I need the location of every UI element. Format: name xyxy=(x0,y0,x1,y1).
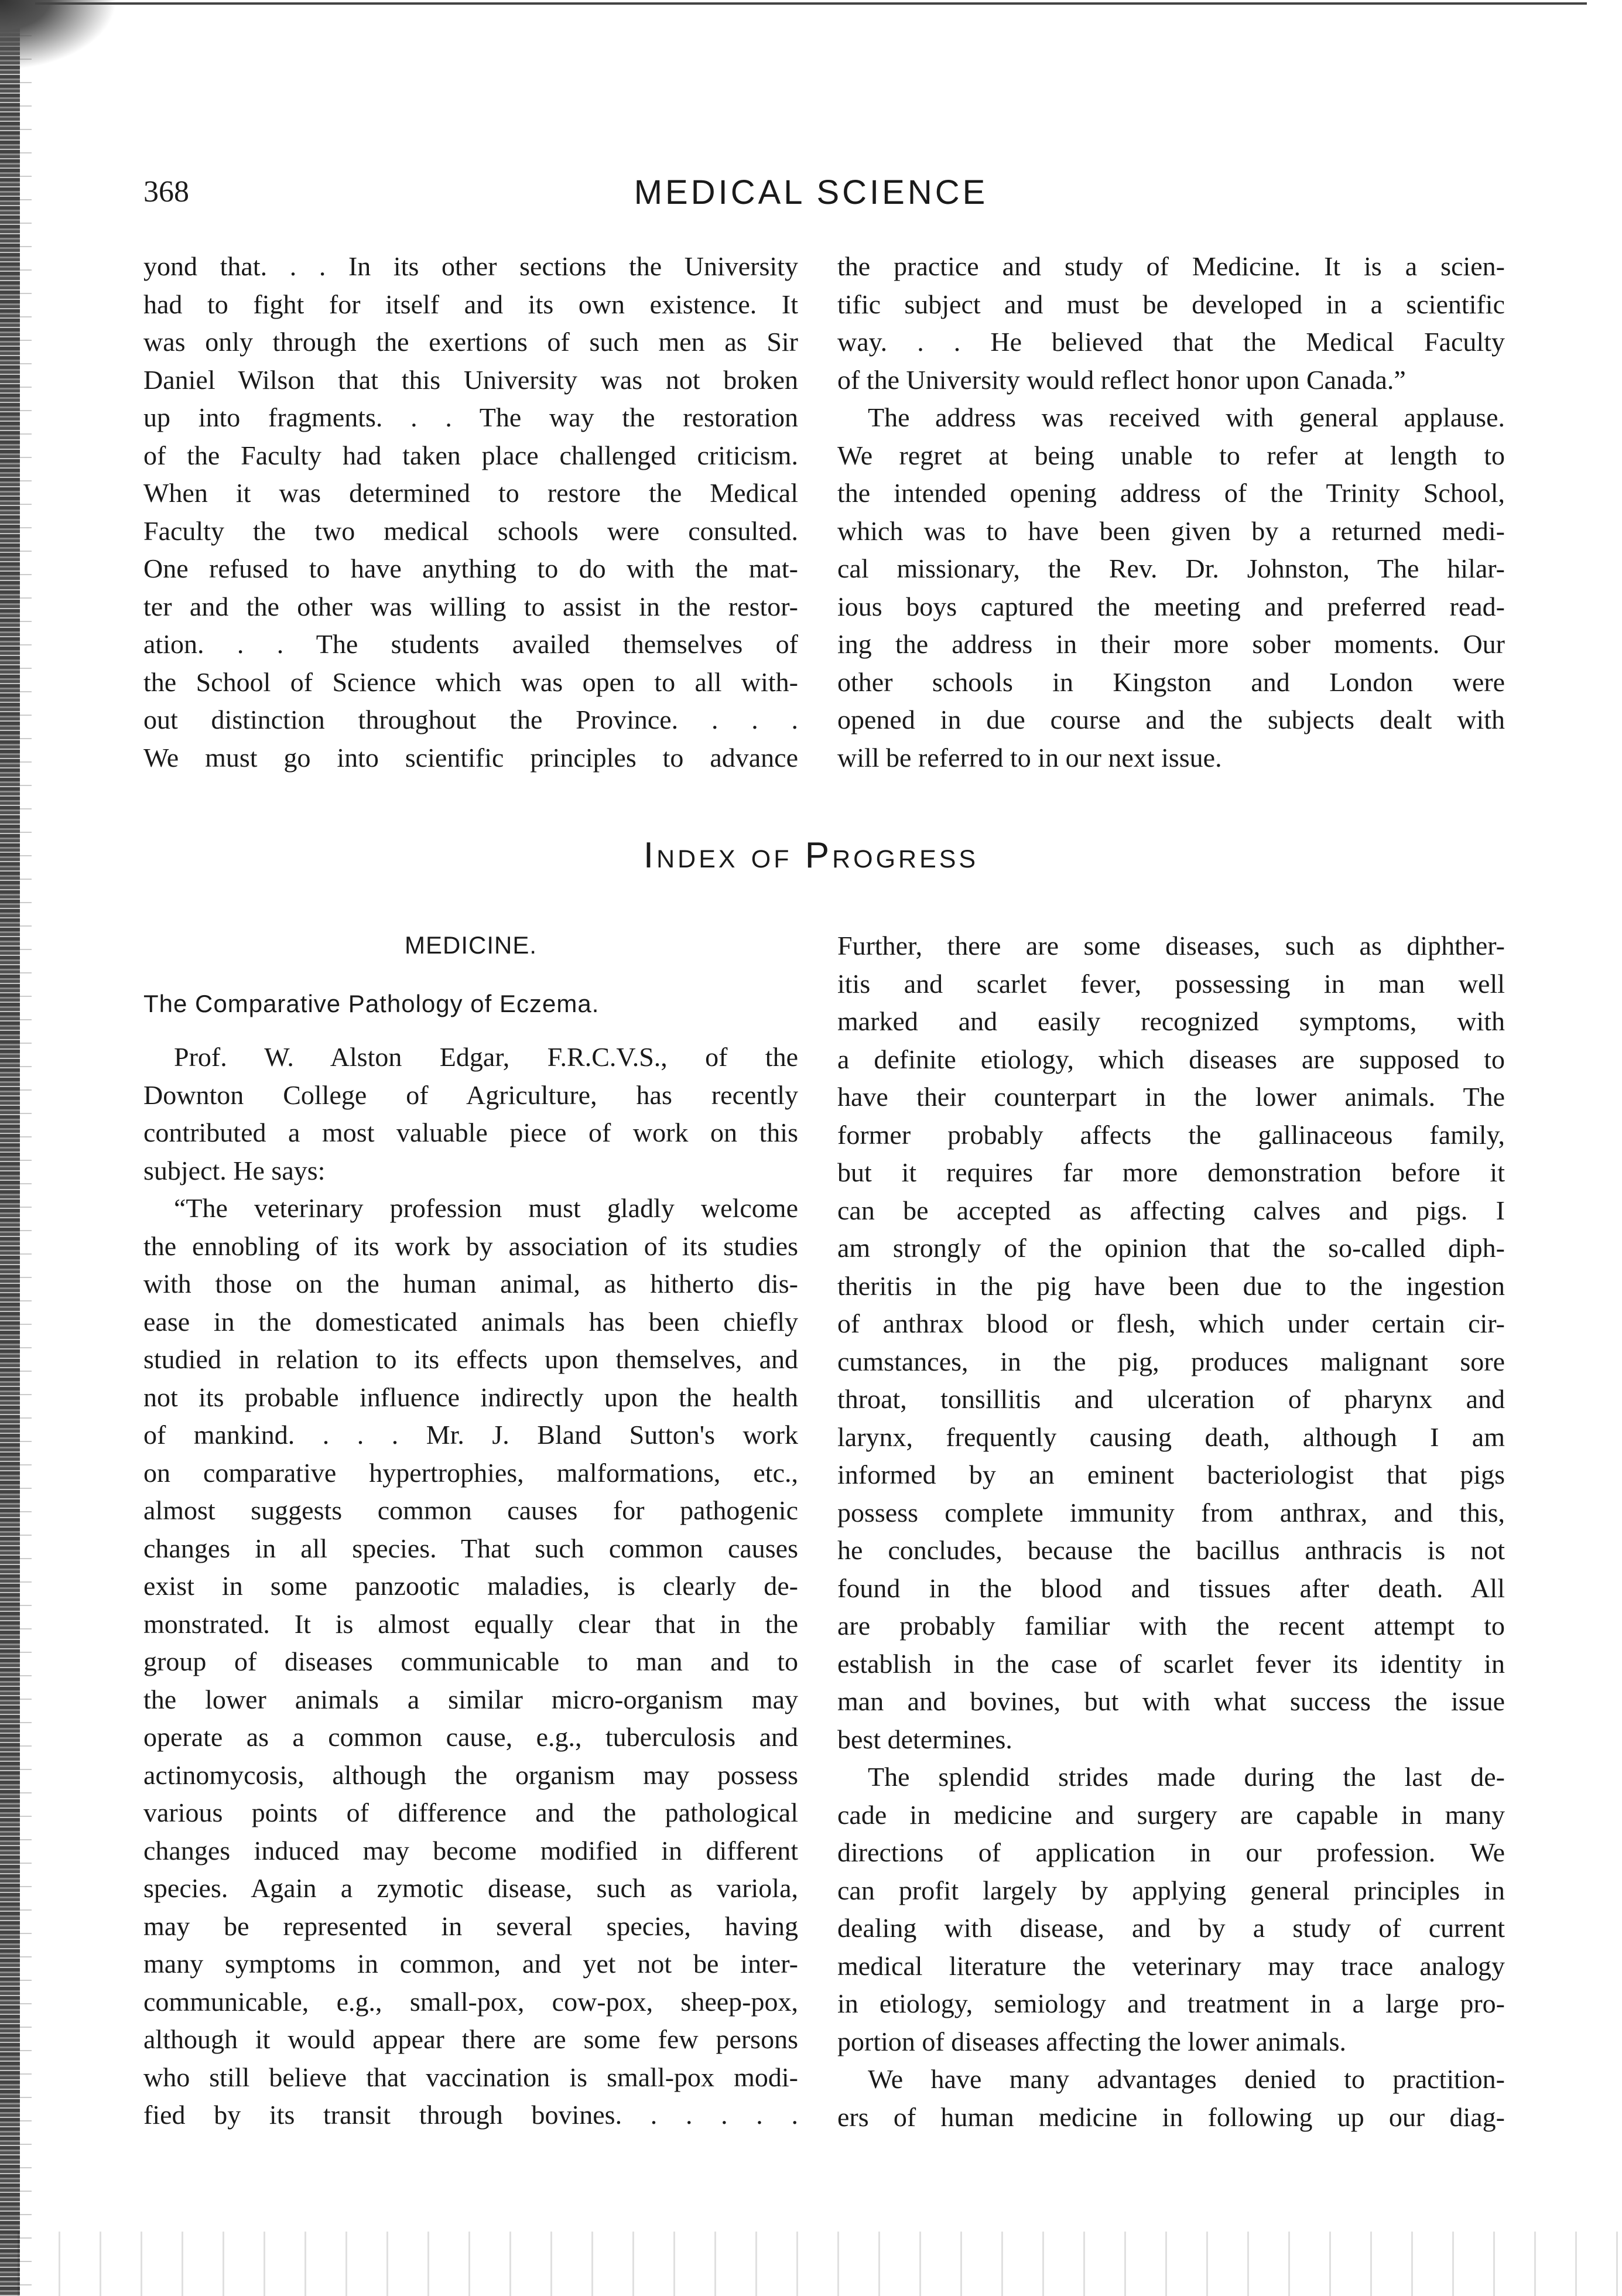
text-line: am strongly of the opinion that the so-called diph- xyxy=(837,1233,1505,1263)
text-line: will be referred to in our next issue. xyxy=(837,742,1222,773)
text-line: cade in medicine and surgery are capable in many xyxy=(837,1799,1505,1830)
text-line: fied by its transit through bovines. . . . . . xyxy=(143,2100,798,2130)
text-line: ing the address in their more sober moments. Our xyxy=(837,629,1505,659)
text-line: a definite etiology, which diseases are supposed to xyxy=(837,1044,1505,1074)
text-line: actinomycosis, although the organism may possess xyxy=(143,1759,798,1790)
scan-binding-shadow xyxy=(20,0,32,2296)
text-line: changes in all species. That such common causes xyxy=(143,1533,798,1563)
text-line: of mankind. . . . Mr. J. Bland Sutton's work xyxy=(143,1420,798,1450)
paragraph xyxy=(837,399,1505,777)
text-line: although it would appear there are some few persons xyxy=(143,2024,798,2054)
text-line: of the University would reflect honor upon Canada.” xyxy=(837,364,1406,395)
text-line: changes induced may become modified in different xyxy=(143,1835,798,1866)
text-line: The splendid strides made during the last de- xyxy=(868,1762,1505,1792)
text-line: We regret at being unable to refer at length to xyxy=(837,440,1505,470)
text-line: found in the blood and tissues after death. All xyxy=(837,1573,1505,1603)
text-line: Faculty the two medical schools were consulted. xyxy=(143,515,798,546)
paragraph xyxy=(837,1758,1505,2061)
column-bottom-left xyxy=(143,1038,798,2134)
scan-binding-edge xyxy=(0,0,20,2296)
text-line: directions of application in our profession. We xyxy=(837,1837,1505,1867)
text-line: ious boys captured the meeting and preferred read- xyxy=(837,591,1505,621)
text-line: of the Faculty had taken place challenged criticism. xyxy=(143,440,798,470)
text-line: species. Again a zymotic disease, such as variola, xyxy=(143,1873,798,1903)
running-title: MEDICAL SCIENCE xyxy=(634,173,988,211)
scan-bottom-noise xyxy=(0,2232,1622,2296)
text-line: communicable, e.g., small-pox, cow-pox, sheep-pox, xyxy=(143,1986,798,2017)
text-line: portion of diseases affecting the lower animals. xyxy=(837,2026,1347,2056)
paragraph xyxy=(837,2061,1505,2136)
text-line: Downton College of Agriculture, has recently xyxy=(143,1079,798,1110)
text-line: opened in due course and the subjects dealt with xyxy=(837,705,1505,734)
text-line: the ennobling of its work by association of its studies xyxy=(143,1231,798,1261)
text-line: many symptoms in common, and yet not be inter- xyxy=(143,1949,798,1979)
text-line: the intended opening address of the Trinity School, xyxy=(837,478,1505,508)
text-line: but it requires far more demonstration before it xyxy=(837,1157,1505,1187)
page-number: 368 xyxy=(143,175,189,209)
paragraph xyxy=(837,248,1505,399)
text-line: informed by an eminent bacteriologist that pigs xyxy=(837,1460,1505,1489)
text-line: had to fight for itself and its own existence. It xyxy=(143,289,798,319)
text-line: on comparative hypertrophies, malformations, etc., xyxy=(143,1457,798,1488)
text-line: almost suggests common causes for pathogenic xyxy=(143,1495,798,1525)
text-line: not its probable influence indirectly upon the health xyxy=(143,1382,798,1412)
text-line: best determines. xyxy=(837,1724,1012,1754)
paragraph xyxy=(837,927,1505,1758)
column-top-left xyxy=(143,248,798,777)
text-line: out distinction throughout the Province. . . . xyxy=(143,705,798,734)
scan-corner-smudge xyxy=(0,0,117,70)
text-line: way. . . He believed that the Medical Faculty xyxy=(837,327,1505,357)
text-line: various points of difference and the pathological xyxy=(143,1798,798,1827)
scan-top-border xyxy=(35,2,1587,5)
text-line: studied in relation to its effects upon themselves, and xyxy=(143,1344,798,1374)
text-line: up into fragments. . . The way the restoration xyxy=(143,402,798,432)
text-line: of anthrax blood or flesh, which under certain cir- xyxy=(837,1308,1505,1338)
text-line: ease in the domesticated animals has been chiefly xyxy=(143,1306,798,1337)
text-line: ation. . . The students availed themselves of xyxy=(143,629,798,659)
text-line: dealing with disease, and by a study of current xyxy=(837,1913,1505,1943)
text-line: tific subject and must be developed in a scientific xyxy=(837,289,1505,319)
text-line: Prof. W. Alston Edgar, F.R.C.V.S., of the xyxy=(174,1042,798,1072)
text-line: The address was received with general applause. xyxy=(868,402,1505,432)
text-line: group of diseases communicable to man and to xyxy=(143,1646,798,1676)
article-title: The Comparative Pathology of Eczema. xyxy=(143,990,600,1017)
text-line: with those on the human animal, as hitherto dis- xyxy=(143,1269,798,1299)
text-line: Further, there are some diseases, such as diphther- xyxy=(837,931,1505,961)
paragraph xyxy=(143,1038,798,1190)
text-line: We have many advantages denied to practition- xyxy=(868,2064,1505,2094)
text-line: medical literature the veterinary may trace analogy xyxy=(837,1950,1505,1981)
text-line: may be represented in several species, having xyxy=(143,1911,798,1941)
text-line: subject. He says: xyxy=(143,1155,326,1185)
text-line: possess complete immunity from anthrax, and this, xyxy=(837,1497,1505,1528)
column-top-right xyxy=(837,248,1505,777)
section-title: Index of Progress xyxy=(643,835,979,876)
text-line: When it was determined to restore the Medical xyxy=(143,478,798,508)
text-line: was only through the exertions of such men as Sir xyxy=(143,327,798,357)
text-line: exist in some panzootic maladies, is clearly de- xyxy=(143,1571,798,1601)
text-line: itis and scarlet fever, possessing in man well xyxy=(837,968,1505,999)
text-line: yond that. . . In its other sections the University xyxy=(143,251,798,281)
text-line: throat, tonsillitis and ulceration of pharynx and xyxy=(837,1384,1505,1414)
text-line: ers of human medicine in following up our diag- xyxy=(837,2102,1505,2132)
text-line: can profit largely by applying general principles in xyxy=(837,1875,1505,1905)
text-line: other schools in Kingston and London were xyxy=(837,667,1505,697)
text-line: the School of Science which was open to all with- xyxy=(143,667,798,697)
text-line: cal missionary, the Rev. Dr. Johnston, The hilar- xyxy=(837,554,1505,583)
text-line: the lower animals a similar micro-organism may xyxy=(143,1684,798,1714)
text-line: cumstances, in the pig, produces malignant sore xyxy=(837,1346,1505,1376)
text-line: We must go into scientific principles to advance xyxy=(143,742,798,773)
text-line: One refused to have anything to do with the mat- xyxy=(143,554,798,583)
text-line: theritis in the pig have been due to the ingestion xyxy=(837,1270,1505,1301)
text-line: Daniel Wilson that this University was not broken xyxy=(143,364,798,395)
text-line: can be accepted as affecting calves and pigs. I xyxy=(837,1195,1505,1225)
text-line: establish in the case of scarlet fever its identity in xyxy=(837,1648,1505,1679)
text-line: ter and the other was willing to assist in the restor- xyxy=(143,591,798,621)
text-line: man and bovines, but with what success the issue xyxy=(837,1686,1505,1716)
text-line: he concludes, because the bacillus anthracis is not xyxy=(837,1535,1505,1565)
column-bottom-right xyxy=(837,927,1505,2136)
text-line: former probably affects the gallinaceous family, xyxy=(837,1119,1505,1150)
text-line: operate as a common cause, e.g., tuberculosis and xyxy=(143,1722,798,1752)
text-line: have their counterpart in the lower animals. The xyxy=(837,1082,1505,1112)
text-line: marked and easily recognized symptoms, with xyxy=(837,1006,1505,1036)
text-line: larynx, frequently causing death, although I am xyxy=(837,1422,1505,1452)
text-line: monstrated. It is almost equally clear that in the xyxy=(143,1608,798,1639)
text-line: are probably familiar with the recent attempt to xyxy=(837,1611,1505,1641)
text-line: the practice and study of Medicine. It is a scien- xyxy=(837,251,1505,281)
text-line: in etiology, semiology and treatment in a large pro- xyxy=(837,1988,1505,2018)
text-line: who still believe that vaccination is small-pox modi- xyxy=(143,2062,798,2092)
text-line: which was to have been given by a returned medi- xyxy=(837,515,1505,546)
paragraph xyxy=(143,1190,798,2134)
subsection-category: MEDICINE. xyxy=(404,931,537,959)
paragraph xyxy=(143,248,798,777)
text-line: “The veterinary profession must gladly welcome xyxy=(174,1193,798,1223)
text-line: contributed a most valuable piece of work on this xyxy=(143,1118,798,1147)
